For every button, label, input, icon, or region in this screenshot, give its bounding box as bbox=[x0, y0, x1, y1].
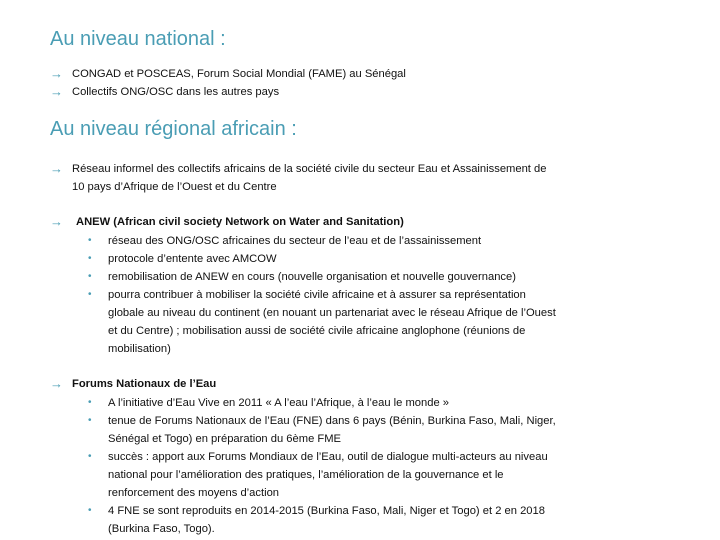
heading-regional: Au niveau régional africain : bbox=[50, 118, 297, 140]
arrow-icon: → bbox=[50, 376, 63, 391]
arrow-icon: → bbox=[50, 214, 63, 229]
bullet-icon: • bbox=[88, 253, 92, 264]
anew-bullet: remobilisation de ANEW en cours (nouvelle organisation et nouvelle gouvernance) bbox=[108, 271, 516, 283]
forums-bullet: succès : apport aux Forums Mondiaux de l’Eau, outil de dialogue multi-acteurs au niveau bbox=[108, 451, 548, 463]
bullet-icon: • bbox=[88, 271, 92, 282]
forums-bullet-cont: Sénégal et Togo) en préparation du 6ème FME bbox=[108, 433, 342, 445]
arrow-icon: → bbox=[50, 84, 63, 99]
anew-bullet: protocole d’entente avec AMCOW bbox=[108, 253, 277, 265]
heading-national: Au niveau national : bbox=[50, 28, 226, 50]
forums-bullet-cont: renforcement des moyens d’action bbox=[108, 487, 280, 499]
bullet-icon: • bbox=[88, 397, 92, 408]
anew-bullet-cont: mobilisation) bbox=[108, 343, 171, 355]
bullet-icon: • bbox=[88, 505, 92, 516]
bullet-icon: • bbox=[88, 289, 92, 300]
forums-bullet-cont: (Burkina Faso, Togo). bbox=[108, 523, 215, 535]
bullet-icon: • bbox=[88, 235, 92, 246]
anew-bullet-cont: globale au niveau du continent (en nouant un partenariat avec le réseau Afrique de l’Ouest bbox=[108, 307, 556, 319]
anew-bullet-cont: et du Centre) ; mobilisation aussi de société civile africaine anglophone (réunions de bbox=[108, 325, 526, 337]
forums-bullet: 4 FNE se sont reproduits en 2014-2015 (Burkina Faso, Mali, Niger et Togo) et 2 en 2018 bbox=[108, 505, 545, 517]
anew-bullet: réseau des ONG/OSC africaines du secteur de l’eau et de l’assainissement bbox=[108, 235, 482, 247]
national-item: Collectifs ONG/OSC dans les autres pays bbox=[72, 86, 280, 98]
arrow-icon: → bbox=[50, 66, 63, 81]
bullet-icon: • bbox=[88, 415, 92, 426]
forums-bullet-cont: national pour l’amélioration des pratiques, l’amélioration de la gouvernance et le bbox=[108, 469, 504, 481]
reseau-line: Réseau informel des collectifs africains de la société civile du secteur Eau et Assainissement de bbox=[72, 163, 547, 175]
forums-bullet: A l’initiative d’Eau Vive en 2011 « A l’eau l’Afrique, à l’eau le monde » bbox=[108, 397, 450, 409]
anew-bullet: pourra contribuer à mobiliser la société civile africaine et à assurer sa représentation bbox=[108, 289, 526, 301]
national-item: CONGAD et POSCEAS, Forum Social Mondial (FAME) au Sénégal bbox=[72, 68, 406, 80]
reseau-line: 10 pays d’Afrique de l’Ouest et du Centre bbox=[72, 181, 277, 193]
bullet-icon: • bbox=[88, 451, 92, 462]
arrow-icon: → bbox=[50, 161, 63, 176]
anew-title: ANEW (African civil society Network on Water and Sanitation) bbox=[76, 216, 404, 228]
forums-title: Forums Nationaux de l’Eau bbox=[72, 378, 217, 390]
forums-bullet: tenue de Forums Nationaux de l’Eau (FNE) dans 6 pays (Bénin, Burkina Faso, Mali, Niger, bbox=[108, 415, 556, 427]
